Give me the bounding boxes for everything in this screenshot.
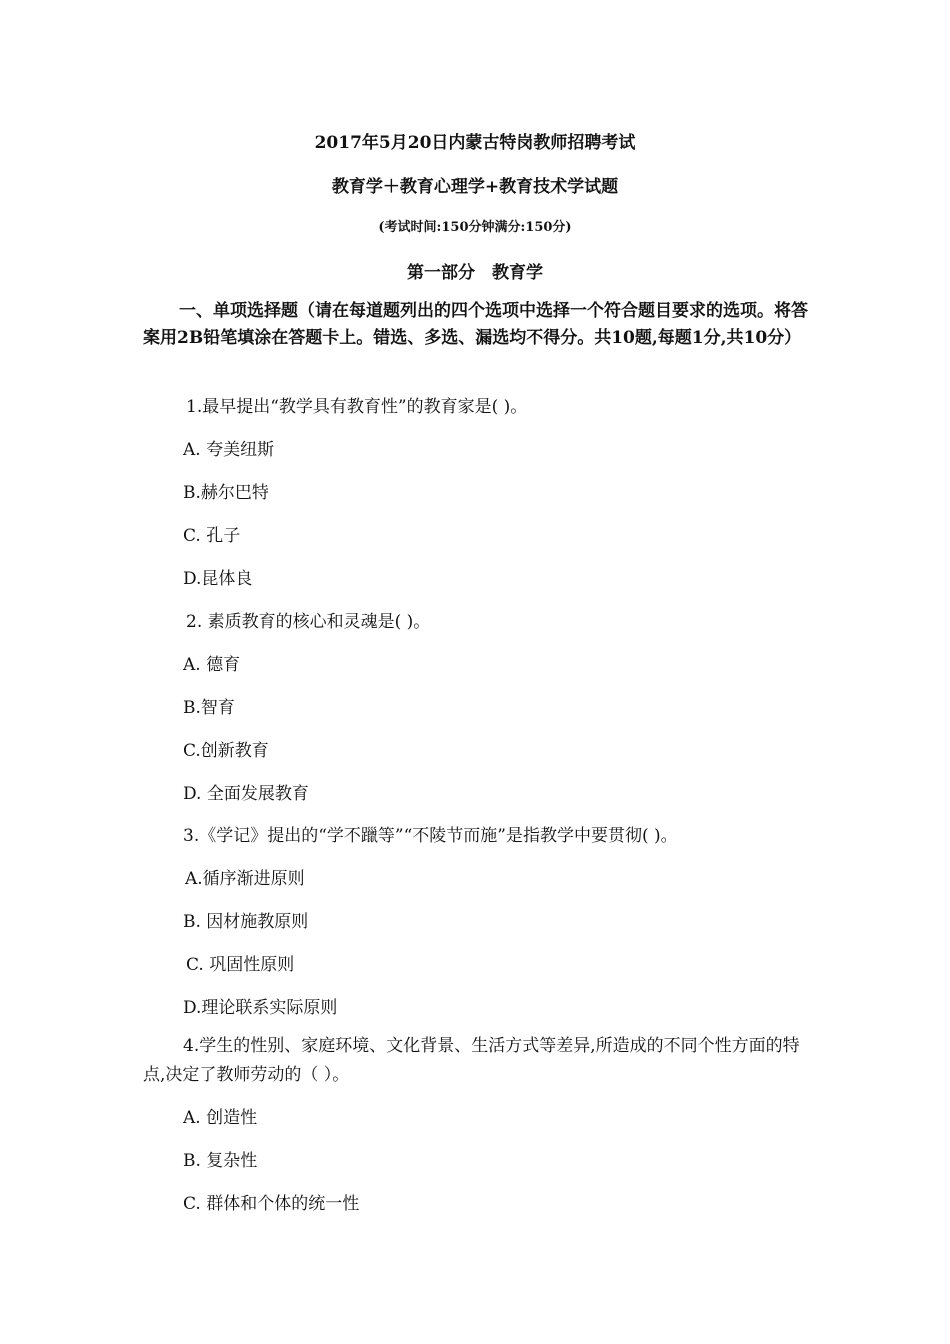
question-2-option-c: C.创新教育 <box>183 741 269 761</box>
question-3-option-c: C. 巩固性原则 <box>186 955 295 975</box>
question-3-option-a: A.循序渐进原则 <box>185 869 305 889</box>
question-3-option-b: B. 因材施教原则 <box>183 912 309 932</box>
question-2-option-a: A. 德育 <box>183 655 241 675</box>
question-1-option-c: C. 孔子 <box>183 526 241 546</box>
part-title: 第一部分 教育学 <box>407 263 543 283</box>
exam-title: 2017年5月20日内蒙古特岗教师招聘考试 <box>314 133 636 153</box>
section-instruction <box>143 298 808 352</box>
question-4-option-b: B. 复杂性 <box>183 1151 258 1171</box>
question-1-option-d: D.昆体良 <box>183 569 253 589</box>
question-4-stem <box>143 1032 808 1090</box>
question-1-stem: 1.最早提出“教学具有教育性”的教育家是( )。 <box>186 397 528 417</box>
question-2-option-b: B.智育 <box>183 698 235 718</box>
question-1-option-b: B.赫尔巴特 <box>183 483 269 503</box>
instruction-text: 一、单项选择题（请在每道题列出的四个选项中选择一个符合题目要求的选项。将答案用2B铅笔填涂在答题卡上。错选、多选、漏选均不得分。共10题,每题1分,共10分） <box>143 301 808 348</box>
question-4-stem-text: 4.学生的性别、家庭环境、文化背景、生活方式等差异,所造成的不同个性方面的特点,决定了教师劳动的（ ）。 <box>143 1036 800 1085</box>
question-3-stem: 3.《学记》提出的“学不躐等”“不陵节而施”是指教学中要贯彻( )。 <box>183 826 678 846</box>
exam-subject-title: 教育学＋教育心理学+教育技术学试题 <box>331 177 619 197</box>
exam-info: (考试时间:150分钟满分:150分) <box>378 220 572 235</box>
question-4-option-a: A. 创造性 <box>183 1108 258 1128</box>
question-1-option-a: A. 夸美纽斯 <box>183 440 275 460</box>
question-2-option-d: D. 全面发展教育 <box>183 784 309 804</box>
question-2-stem: 2. 素质教育的核心和灵魂是( )。 <box>186 612 431 632</box>
question-4-option-c: C. 群体和个体的统一性 <box>183 1194 360 1214</box>
question-3-option-d: D.理论联系实际原则 <box>183 998 338 1018</box>
